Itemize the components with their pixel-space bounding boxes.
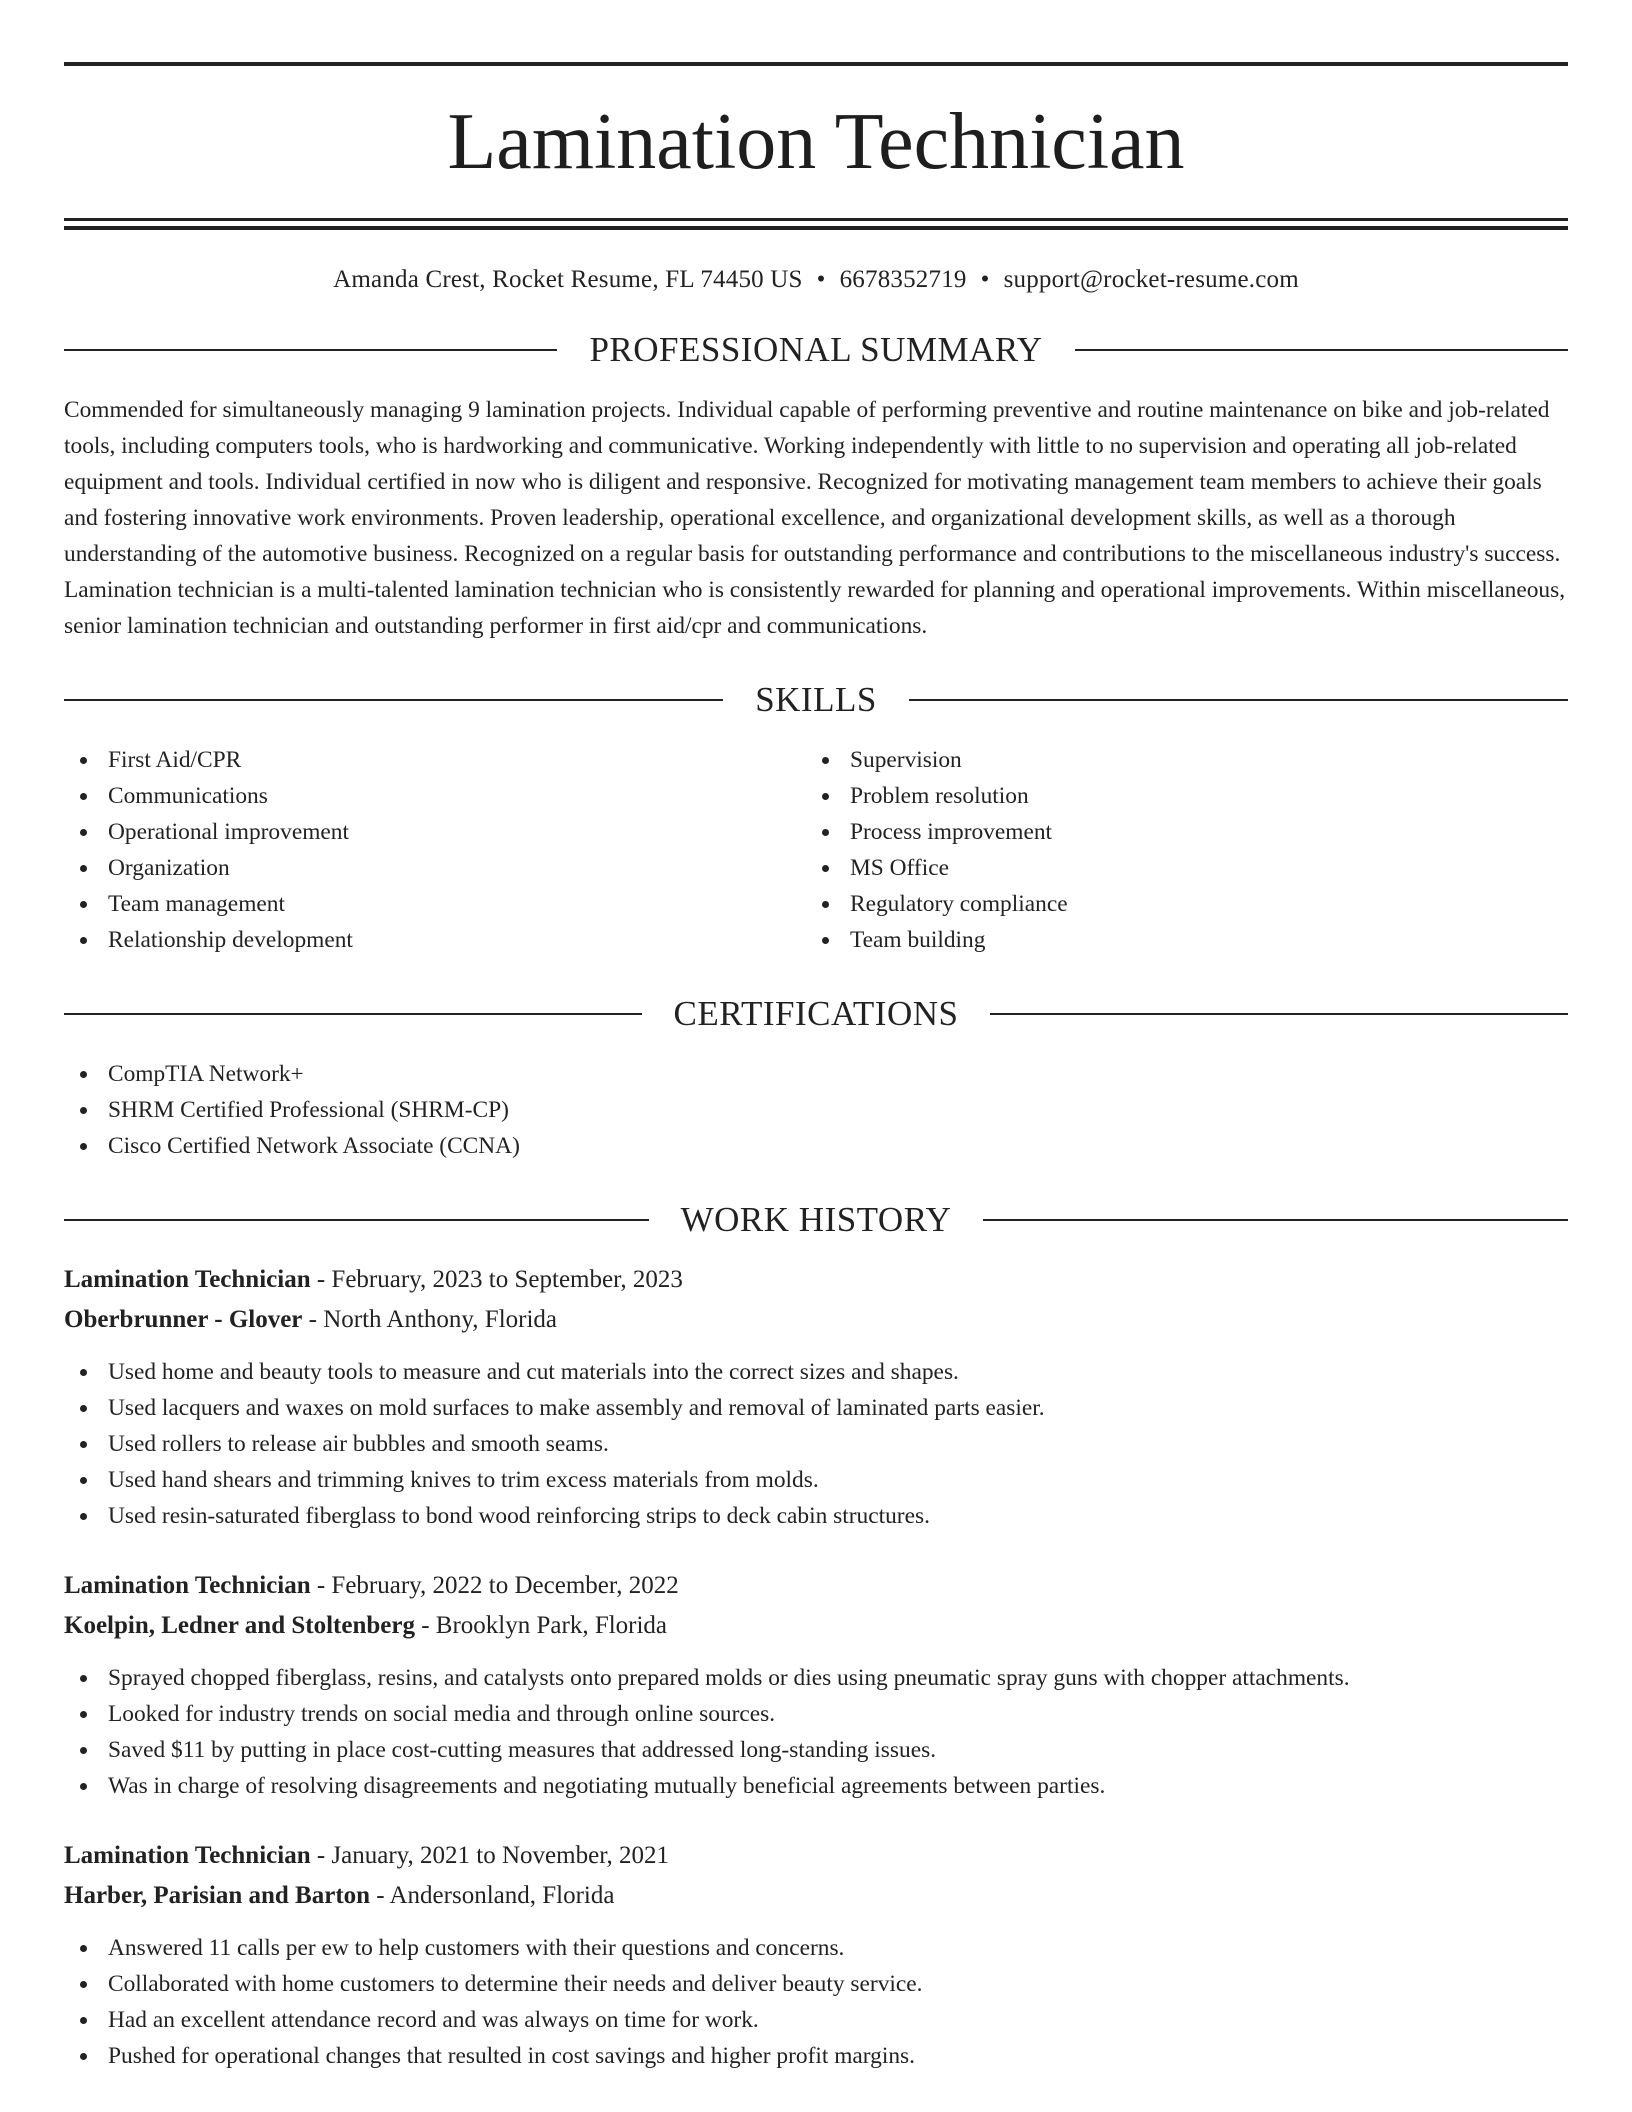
resume-page [64, 62, 1568, 2074]
skill-item: Operational improvement [64, 814, 806, 850]
title-double-rule [64, 218, 1568, 230]
job-bullet: Used lacquers and waxes on mold surfaces to make assembly and removal of laminated parts easier. [64, 1390, 1568, 1426]
contact-line [64, 266, 1568, 294]
skill-item: Process improvement [806, 814, 1548, 850]
skill-item: Communications [64, 778, 806, 814]
job-dates: - February, 2022 to December, 2022 [310, 1572, 679, 1599]
job-dates: - February, 2023 to September, 2023 [310, 1266, 683, 1293]
certification-item: Cisco Certified Network Associate (CCNA) [64, 1128, 1568, 1164]
job-bullet: Used resin-saturated fiberglass to bond wood reinforcing strips to deck cabin structures. [64, 1498, 1568, 1534]
job-bullet: Sprayed chopped fiberglass, resins, and catalysts onto prepared molds or dies using pneumatic spray guns with chopper attachments. [64, 1660, 1568, 1696]
contact-address: Amanda Crest, Rocket Resume, FL 74450 US [333, 266, 803, 293]
job-bullet: Pushed for operational changes that resulted in cost savings and higher profit margins. [64, 2038, 1568, 2074]
heading-rule [909, 699, 1568, 701]
job-bullet: Saved $11 by putting in place cost-cutting measures that addressed long-standing issues. [64, 1732, 1568, 1768]
job-entry [64, 1566, 1568, 1804]
job-bullet: Used home and beauty tools to measure and cut materials into the correct sizes and shapes. [64, 1354, 1568, 1390]
contact-email: support@rocket-resume.com [1003, 266, 1299, 293]
job-title: Lamination Technician [64, 1842, 311, 1869]
certifications-list [64, 1056, 1568, 1164]
job-company: Koelpin, Ledner and Stoltenberg [64, 1612, 415, 1639]
summary-text: Commended for simultaneously managing 9 lamination projects. Individual capable of performing preventive and routine maintenance on bike and job-related tools, including computers tools, who is hardworking and communicative. Working independently with little to no supervision and operating all job-related equipment and tools. Individual certified in now who is diligent and responsive. Recognized for motivating management team members to achieve their goals and fostering innovative work environments. Proven leadership, operational excellence, and organizational development skills, as well as a thorough understanding of the automotive business. Recognized on a regular basis for outstanding performance and contributions to the miscellaneous industry's success. Lamination technician is a multi-talented lamination technician who is consistently rewarded for planning and operational improvements. Within miscellaneous, senior lamination technician and outstanding performer in first aid/cpr and communications. [64, 397, 1566, 639]
job-bullet: Looked for industry trends on social media and through online sources. [64, 1696, 1568, 1732]
heading-rule [64, 1219, 649, 1221]
heading-rule [1075, 349, 1568, 351]
job-company: Harber, Parisian and Barton [64, 1882, 371, 1909]
skill-item: Regulatory compliance [806, 886, 1548, 922]
heading-rule [64, 1013, 642, 1015]
work-history-heading [64, 1200, 1568, 1240]
job-company: Oberbrunner - Glover [64, 1306, 303, 1333]
job-title-line [64, 1836, 1568, 1876]
skill-item: Relationship development [64, 922, 806, 958]
skill-item: Supervision [806, 742, 1548, 778]
job-bullets [64, 1930, 1568, 2074]
heading-rule [64, 349, 557, 351]
job-bullet: Answered 11 calls per ew to help customers with their questions and concerns. [64, 1930, 1568, 1966]
resume-title: Lamination Technician [447, 98, 1185, 186]
job-title: Lamination Technician [64, 1266, 311, 1293]
heading-rule [990, 1013, 1568, 1015]
job-bullets [64, 1354, 1568, 1534]
job-location: - Andersonland, Florida [370, 1882, 615, 1909]
job-entry [64, 1260, 1568, 1534]
job-bullets [64, 1660, 1568, 1804]
heading-rule [64, 699, 723, 701]
skill-item: MS Office [806, 850, 1548, 886]
job-bullet: Collaborated with home customers to determine their needs and deliver beauty service. [64, 1966, 1568, 2002]
top-rule [64, 62, 1568, 66]
job-company-line [64, 1606, 1568, 1646]
contact-separator: • [980, 266, 990, 293]
contact-phone: 6678352719 [839, 266, 967, 293]
skills-list [64, 742, 1568, 958]
skill-item: Team management [64, 886, 806, 922]
job-bullet: Was in charge of resolving disagreements and negotiating mutually beneficial agreements between parties. [64, 1768, 1568, 1804]
certification-item: CompTIA Network+ [64, 1056, 1568, 1092]
skill-item: Team building [806, 922, 1548, 958]
heading-rule [983, 1219, 1568, 1221]
skills-column-right [806, 742, 1548, 958]
job-title-line [64, 1260, 1568, 1300]
skills-heading [64, 680, 1568, 720]
skills-heading-label: SKILLS [755, 680, 877, 719]
job-bullet: Used hand shears and trimming knives to trim excess materials from molds. [64, 1462, 1568, 1498]
job-company-line [64, 1300, 1568, 1340]
job-title-line [64, 1566, 1568, 1606]
job-title: Lamination Technician [64, 1572, 311, 1599]
contact-separator: • [816, 266, 826, 293]
job-bullet: Used rollers to release air bubbles and smooth seams. [64, 1426, 1568, 1462]
skill-item: First Aid/CPR [64, 742, 806, 778]
skill-item: Organization [64, 850, 806, 886]
summary-heading-label: PROFESSIONAL SUMMARY [589, 330, 1043, 369]
job-location: - Brooklyn Park, Florida [414, 1612, 668, 1639]
skill-item: Problem resolution [806, 778, 1548, 814]
certification-item: SHRM Certified Professional (SHRM-CP) [64, 1092, 1568, 1128]
job-dates: - January, 2021 to November, 2021 [310, 1842, 670, 1869]
skills-column-left [64, 742, 806, 958]
certifications-heading-label: CERTIFICATIONS [673, 994, 959, 1033]
job-entry [64, 1836, 1568, 2074]
summary-heading [64, 330, 1568, 370]
work-history-heading-label: WORK HISTORY [680, 1200, 952, 1239]
job-location: - North Anthony, Florida [302, 1306, 558, 1333]
job-bullet: Had an excellent attendance record and was always on time for work. [64, 2002, 1568, 2038]
certifications-heading [64, 994, 1568, 1034]
job-company-line [64, 1876, 1568, 1916]
